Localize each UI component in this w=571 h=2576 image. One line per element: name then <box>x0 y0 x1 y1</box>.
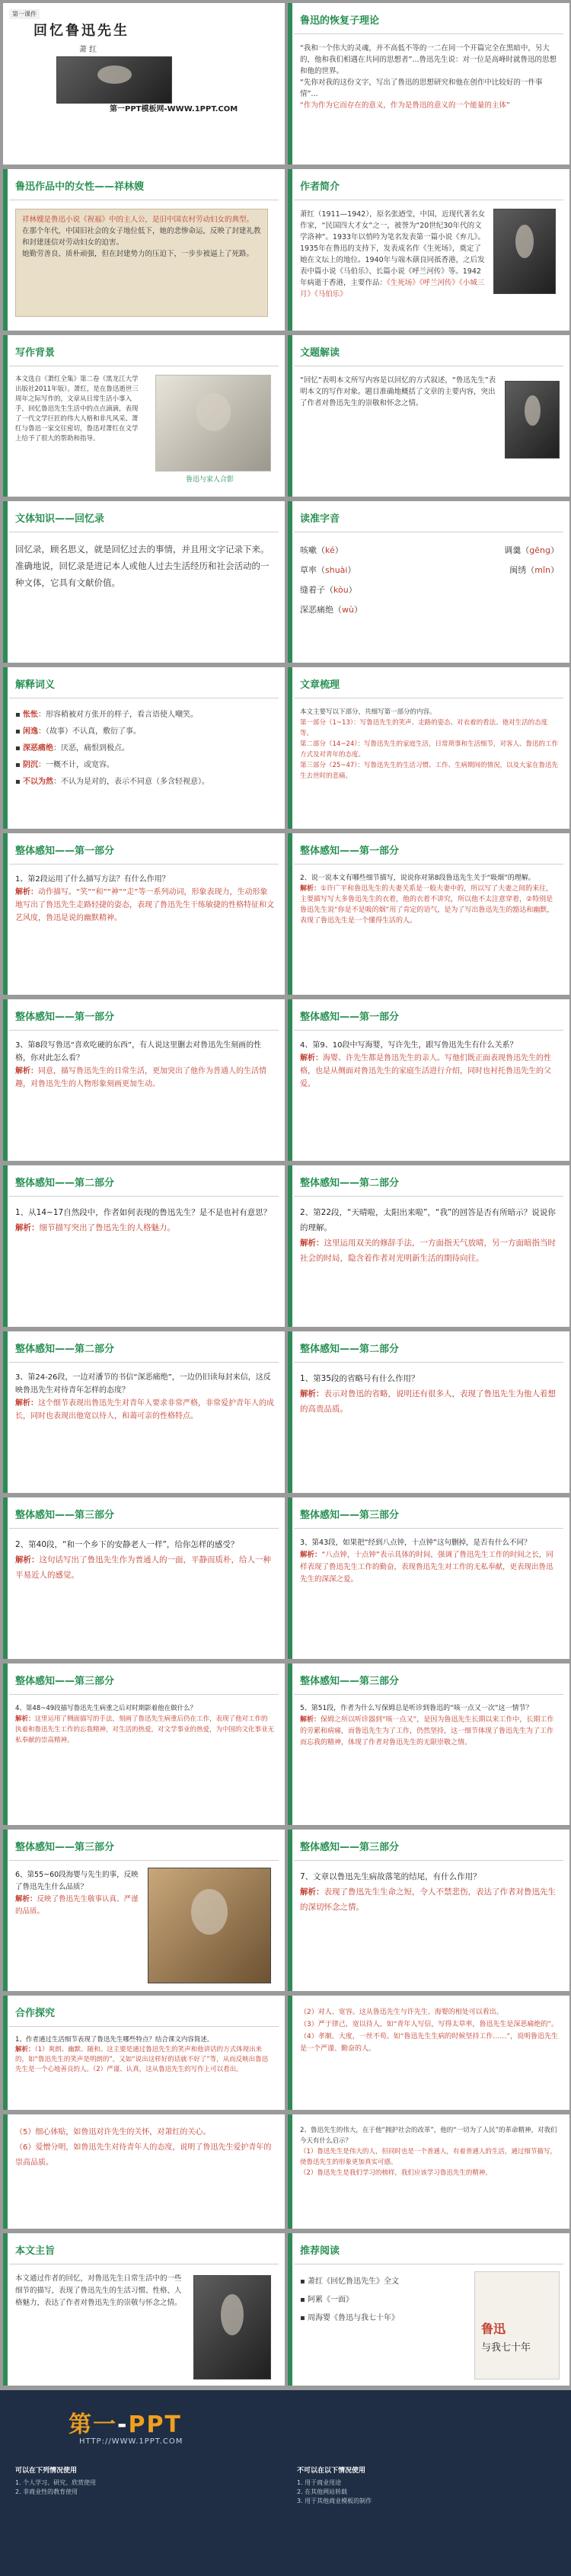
cover-site: 第一PPT模板网-WWW.1PPT.COM <box>110 105 238 113</box>
question: 3、第24-26段，一边对潘节的书信“深恶痛绝”，一边仍旧读每封来信，这反映鲁迅先生对待青年怎样的态度？ <box>15 1373 271 1395</box>
reading-item: 阿累《一面》 <box>307 2296 353 2304</box>
answer: 这句话写出了鲁迅先生作为普通人的一面，平静而质朴，给人一种平易近人的感觉。 <box>15 1555 271 1580</box>
slide-title: 整体感知——第二部分 <box>300 1344 400 1355</box>
slide-title: 整体感知——第一部分 <box>15 845 115 857</box>
slide-body: 本文通过作者的回忆，对鲁迅先生日常生活中的一些细节的描写，表现了鲁迅先生的生活习惯、性格、人格魅力，表达了作者对鲁迅先生的崇敬与怀念之情。 <box>15 2274 182 2307</box>
reading-item: 萧红《回忆鲁迅先生》全文 <box>307 2277 399 2286</box>
slide-title: 整体感知——第三部分 <box>15 1842 115 1853</box>
slide-qa-18: 整体感知——第二部分 1、第35段的省略号有什么作用？ 解析：表示对鲁迅的省略，说明还有很多人，表现了鲁迅先生为他人着想的高贵品质。 <box>288 1331 569 1493</box>
slide-qa-19: 整体感知——第三部分 2、第40段，“和一个乡下的安静老人一样”，给你怎样的感受？ 解析：这句话写出了鲁迅先生作为普通人的一面，平静而质朴，给人一种平易近人的感觉。 <box>3 1497 285 1659</box>
question: 1、第2段运用了什么描写方法？有什么作用？ <box>15 875 170 884</box>
slide-title: 解释词义 <box>15 679 56 691</box>
answer: 这里运用双关的修辞手法，一方面指天气放晴，另一方面暗指当时社会的时局，隐含着作者对光明新生活的期待向往。 <box>300 1238 556 1263</box>
answer: 海婴、许先生都是鲁迅先生的亲人。写他们既正面表现鲁迅先生的性格，也是从侧面对鲁迅先生的家庭生活进行介绍，同时也衬托鲁迅先生的父爱。 <box>300 1054 551 1088</box>
question: 1、从14~17自然段中，作者如何表现的鲁迅先生？是不是也衬有意思？ <box>15 1208 272 1217</box>
slide-author-intro <box>288 169 569 331</box>
cover-tag: 第一课件 <box>9 9 40 19</box>
slide-title: 整体感知——第三部分 <box>15 1510 115 1521</box>
illustration-photo <box>148 1868 271 1983</box>
slide-theme <box>3 2233 285 2386</box>
question: 2、说一说本文有哪些细节描写，说说你对第8段鲁迅先生关于“吸烟”的理解。 <box>300 874 535 882</box>
question: 2、第40段，“和一个乡下的安静老人一样”，给你怎样的感受？ <box>15 1540 239 1549</box>
slide-body: ▪ 怅怅：形容稍被对方张开的样子，看言语使人嘲笑。 ▪ 闲逸：（故事）不认真，敷衍了事。 ▪ 深恶痛绝：厌恶，痛恨到极点。 ▪ 阴沉：一概不计，或宽容。 ▪ 不以为然：不认为是对的，表示不同意（多含轻视意）。 <box>15 711 209 786</box>
slide-qa-17: 整体感知——第二部分 3、第24-26段，一边对潘节的书信“深恶痛绝”，一边仍旧读每封来信，这反映鲁迅先生对待青年怎样的态度？ 解析：这个细节表现出鲁迅先生对青年人要求非常严格，非常爱护青年人的成长，同时也表现出他宽以待人，和蔼可亲的性格特点。 <box>3 1331 285 1493</box>
slide-title: 整体感知——第一部分 <box>300 845 400 857</box>
slide-background <box>3 335 285 497</box>
slide-title: 文体知识——回忆录 <box>15 513 105 525</box>
slide-pronunciation <box>288 501 569 663</box>
answer: 动作描写。“笑”“和”“神”“走”等一系列动词，形象表现力，生动形象地写出了鲁迅先生走路轻捷的姿态，表现了鲁迅先生干练敏捷的性格特征和文艺风度，鲁迅是说的幽默精神。 <box>15 888 274 922</box>
slide-qa-24: 整体感知——第三部分 7、文章以鲁迅先生病故落笔的结尾，有什么作用？ 解析：表现了鲁迅先生生命之短，令人不禁悲伤，表达了作者对鲁迅先生的深切怀念之情。 <box>288 1830 569 1991</box>
footer-url[interactable]: HTTP://WWW.1PPT.COM <box>79 2437 183 2446</box>
site-footer <box>0 2390 571 2576</box>
slide-qa-15: 整体感知——第二部分 1、从14~17自然段中，作者如何表现的鲁迅先生？是不是也衬有意思？ 解析：细节描写突出了鲁迅先生的人格魅力。 <box>3 1165 285 1327</box>
slide-qa-20: 整体感知——第三部分 3、第43段，如果把“经到八点钟，十点钟”这句删掉，是否有什么不同？ 解析：“八点钟，十点钟”表示具体的时间，强调了鲁迅先生工作的时间之长，同样表现了鲁迅先生工作的勤奋，表现鲁迅先生对工作的无私奉献，更表现出鲁迅先生的深深之爱。 <box>288 1497 569 1659</box>
question: 2、第22段，“天晴啦，太阳出来啦”，“我”的回答是否有所暗示？说说你的理解。 <box>300 1208 556 1232</box>
slide-qa-12: 整体感知——第一部分 2、说一说本文有哪些细节描写，说说你对第8段鲁迅先生关于“吸烟”的理解。 解析：①许广平和鲁迅先生的夫妻关系是一般夫妻中的，所以写了夫妻之间的来往，主要描写写大多鲁迅先生的衣着，他的衣着不讲究，所以他不太注意穿着，②特别是鲁迅先生说“你是不是吸的烟”用了肯定的语气，是为了写出鲁迅先生的豁达和幽默，表现了鲁迅先生是一个懂得生活的人。 <box>288 833 569 995</box>
slide-xianglinsao <box>3 169 285 331</box>
question: 6、第55~60段海婴与先生的事，反映了鲁迅先生什么品质？ <box>15 1871 139 1891</box>
slide-body: 回忆录，顾名思义，就是回忆过去的事情，并且用文字记录下来。准确地说，回忆录是进记本人或他人过去生活经历和社会活动的一种文体，它具有文献价值。 <box>15 544 270 588</box>
forbidden-usage: 不可以在以下情况使用 1. 用于商业用途 2. 在其他网站转载 3. 用于其他商业模板的制作 <box>297 2467 372 2504</box>
answer: ①许广平和鲁迅先生的夫妻关系是一般夫妻中的，所以写了夫妻之间的来往，主要描写写大多鲁迅先生的衣着，他的衣着不讲究，所以他不太注意穿着，②特别是鲁迅先生说“你是不是吸的烟”用了肯定的语气，是为了写出鲁迅先生的豁达和幽默，表现了鲁迅先生是一个懂得生活的人。 <box>300 885 554 925</box>
slide-body: “回忆”表明本文所写内容是以回忆的方式叙述，“鲁迅先生”表明本文的写作对象。题目准确地概括了文章的主要内容，突出了作者对鲁迅先生的崇敬和怀念之情。 <box>300 376 496 407</box>
answer: 细节描写突出了鲁迅先生的人格魅力。 <box>39 1223 175 1232</box>
answer: 反映了鲁迅先生敬事认真、严谨的品质。 <box>15 1895 139 1916</box>
slide-body: “我和一个伟大的灵魂，并不高低不等的一二在同一个开篇完全在黑暗中，另大的，他和我们相遇在共同的思想者”...鲁迅先生说：对一位是高峰时就鲁迅的思想和他的世界。 “先你对我的这份文字，写出了鲁迅的思想研究和他在创作中比较好的一件事情”... “作为作为它而存在的意义，作为是鲁迅的意义的一个能量的主体” <box>300 44 557 110</box>
paper-panel: 祥林嫂是鲁迅小说《祝福》中的主人公，是旧中国农村劳动妇女的典型。 在那个年代，中国旧社会的女子地位低下，她的悲惨命运，反映了封建礼教和封建迷信对劳动妇女的迫害。 她勤劳善良、质朴顽强，但在封建势力的压迫下，一步步被逼上了死路。 <box>15 209 268 317</box>
slide-title-interpretation <box>288 335 569 497</box>
slide-genre <box>3 501 285 663</box>
slide-title: 作者简介 <box>300 181 340 193</box>
slide-title: 鲁迅的恢复子理论 <box>300 15 380 27</box>
question: 5、第51段，作者为什么写保姆总是听诊到鲁迅的“咳一点又一次”这一情节？ <box>300 1705 533 1712</box>
slide-body: 本文选自《萧红全集》第二卷（黑龙江大学出版社2011年版）。萧红，是在鲁迅逝世三周年之际写作的，文章从日常生活小事入手，回忆鲁迅先生生活中的点点滴滴，表现了一代文学巨匠的伟大人格和非凡风采。萧红与鲁迅一家交往密切，鲁迅对萧红在文学上给予了很大的帮助和指导。 <box>15 376 139 443</box>
slide-title: 整体感知——第一部分 <box>300 1012 400 1023</box>
standing-photo <box>193 2275 271 2379</box>
slide-title: 整体感知——第三部分 <box>300 1842 400 1853</box>
slide-title: 读准字音 <box>300 513 340 525</box>
slide-qa-21: 整体感知——第三部分 4、第48~49段描写鲁迅先生病重之后对时期影着他在做什么？ 解析：这里运用了侧面描写的手法，刻画了鲁迅先生病重后仍在工作，表现了他对工作的执着和鲁迅先生工作的忘我精神，对生活的热爱，对文学事业的热爱，为中国的文化事业无私奉献的崇高精神。 <box>3 1664 285 1825</box>
slide-cooperate-4: 2、鲁迅先生的伟大，在于他“拥护社会的改革”，他的“一切为了人民”的革命精神，对我们今天有什么启示？ （1）鲁迅先生是伟大的人，但同时也是一个普通人，有着普通人的生活，通过细节描写，使鲁迅先生的形象更加真实可感。 （2）鲁迅先生是我们学习的榜样，我们应该学习鲁迅先生的精神。 <box>288 2114 569 2229</box>
slide-structure <box>288 667 569 829</box>
slide-vocab <box>3 667 285 829</box>
slide-title: 整体感知——第三部分 <box>300 1510 400 1521</box>
footer-logo: 第一-PPT <box>69 2411 182 2438</box>
photo-caption: 鲁迅与家人合影 <box>186 476 234 484</box>
slide-body: 本文主要写以下部分，共细写第一部分的内容。 第一部分（1~13）：写鲁迅先生的笑声、走路的姿态、对衣着的看法、他对生活的态度等。 第二部分（14~24）：写鲁迅先生的家庭生活，日常琐事和生活细节，对客人、鲁迅的工作方式及对青年的态度。 第三部分（25~47）：写鲁迅先生的生活习惯、工作、生病期间的情况，以及大家在鲁迅先生去世时的悲痛。 <box>300 708 559 780</box>
slide-title: 本文主旨 <box>15 2245 56 2257</box>
answer: （1）爽朗、幽默、随和。这主要是通过鲁迅先生的笑声和他讲话的方式体现出来的，如“鲁迅先生的笑声是明朗的”，又如“说出这样好的话就不好了”等，从而反映出鲁迅先生是一个心地善良的人。（2）严谨、认真，这从鲁迅先生的写作上可以看出。 <box>15 2046 269 2073</box>
slide-qa-16: 整体感知——第二部分 2、第22段，“天晴啦，太阳出来啦”，“我”的回答是否有所暗示？说说你的理解。 解析：这里运用双关的修辞手法，一方面指天气放晴，另一方面暗指当时社会的时局，隐含着作者对光明新生活的期待向往。 <box>288 1165 569 1327</box>
slide-title: 整体感知——第三部分 <box>300 1676 400 1687</box>
slide-cover <box>3 3 285 165</box>
question: 4、第48~49段描写鲁迅先生病重之后对时期影着他在做什么？ <box>15 1705 197 1712</box>
question: 1、第35段的省略号有什么作用？ <box>300 1374 419 1383</box>
slide-title: 整体感知——第二部分 <box>15 1344 115 1355</box>
question: 3、第8段写鲁迅“喜欢吃硬的东西”，有人说这里删去对鲁迅先生刻画的性格，你对此怎么看？ <box>15 1041 262 1063</box>
slide-body: 萧红（1911—1942），原名张迺莹，中国，近现代著名女作家，“民国四大才女”之一，被誉为“20世纪30年代的文学洛神”。1933年以悄吟为笔名发表第一篇小说《弃儿》。1935年在鲁迅的支持下，发表成名作《生死场》，奠定了她在文坛上的地位。1940年与端木蕻良同抵香港，之后发表中篇小说《马伯乐》、长篇小说《呼兰河传》等。1942年病逝于香港，主要作品：《生死场》《呼兰河传》《小城三月》《马伯乐》 <box>300 210 486 299</box>
reading-item: 周海婴《鲁迅与我七十年》 <box>307 2314 399 2322</box>
question: 4、第9、10段中写海婴，写许先生，跟写鲁迅先生有什么关系？ <box>300 1041 518 1050</box>
slide-qa-23: 整体感知——第三部分 6、第55~60段海婴与先生的事，反映了鲁迅先生什么品质？ 解析：反映了鲁迅先生敬事认真、严谨的品质。 <box>3 1830 285 1991</box>
slide-body: 咳嗽（ké） 调羹（gēng） 草率（shuài） 闽绣（mǐn） 缝着子（kòu） 深恶痛绝（wù） <box>300 545 559 615</box>
answer: 这个细节表现出鲁迅先生对青年人要求非常严格，非常爱护青年人的成长，同时也表现出他宽以待人，和蔼可亲的性格特点。 <box>15 1399 274 1421</box>
slide-cooperate-3: （5）细心体贴，如鲁迅对许先生的关怀，对萧红的关心。 （6）爱憎分明，如鲁迅先生对待青年人的态度，说明了鲁迅先生爱护青年的崇高品质。 <box>3 2114 285 2229</box>
allowed-usage: 可以在下列情况使用 1. 个人学习、研究、欣赏使用 2. 非商业性的教育使用 <box>15 2467 97 2495</box>
slide-title: 整体感知——第二部分 <box>15 1178 115 1189</box>
slide-title: 鲁迅作品中的女性——祥林嫂 <box>15 181 145 193</box>
author-photo <box>493 209 556 294</box>
slide-reading <box>288 2233 569 2386</box>
cover-author: 萧 红 <box>79 46 97 54</box>
slide-title: 推荐阅读 <box>300 2245 340 2257</box>
slide-title: 合作探究 <box>15 2008 56 2019</box>
answer: 这里运用了侧面描写的手法，刻画了鲁迅先生病重后仍在工作，表现了他对工作的执着和鲁迅先生工作的忘我精神，对生活的热爱，对文学事业的热爱，为中国的文化事业无私奉献的崇高精神。 <box>15 1715 275 1744</box>
book-cover: 鲁迅 与我七十年 <box>474 2271 560 2379</box>
slide-cooperate-2: （2）对人、宽容。这从鲁迅先生与许先生、海婴的相处可以看出。 （3）严于律己，宽以待人，如“青年人写信，写得太草率，鲁迅先生是深恶痛绝的”。 （4）孝顺、大度，一丝不苟。如“鲁迅先生生病的时候坚持工作……”，说明鲁迅先生是一个严谨、勤奋的人。 <box>288 1996 569 2110</box>
family-photo <box>155 375 271 471</box>
answer: 表示对鲁迅的省略，说明还有很多人，表现了鲁迅先生为他人着想的高贵品质。 <box>300 1389 556 1414</box>
answer: 保姆之所以听诊器到“咳一点又”，是因为鲁迅先生长期以来工作中，长期工作的劳累和病痛，而鲁迅先生为了工作，仍然坚持，这一细节体现了鲁迅先生为了工作而忘我的精神，体现了作者对鲁迅先生的无限崇敬之情。 <box>300 1716 554 1747</box>
portrait-photo <box>56 56 172 104</box>
slide-theory <box>288 3 569 165</box>
slide-title: 整体感知——第一部分 <box>15 1012 115 1023</box>
slide-qa-13: 整体感知——第一部分 3、第8段写鲁迅“喜欢吃硬的东西”，有人说这里删去对鲁迅先生刻画的性格，你对此怎么看？ 解析：同意，描写鲁迅先生的日常生活，更加突出了他作为普通人的生活情趣，对鲁迅先生的人物形象刻画更加生动。 <box>3 999 285 1161</box>
luxun-photo <box>505 381 560 459</box>
question: 1、作者通过生活细节表现了鲁迅先生哪些特点？结合课文内容简述。 <box>15 2036 214 2044</box>
slide-title: 整体感知——第二部分 <box>300 1178 400 1189</box>
answer: 同意，描写鲁迅先生的日常生活，更加突出了他作为普通人的生活情趣，对鲁迅先生的人物形象刻画更加生动。 <box>15 1067 266 1088</box>
slide-title: 写作背景 <box>15 347 56 359</box>
slide-qa-14: 整体感知——第一部分 4、第9、10段中写海婴，写许先生，跟写鲁迅先生有什么关系？ 解析：海婴、许先生都是鲁迅先生的亲人。写他们既正面表现鲁迅先生的性格，也是从侧面对鲁迅先生的家庭生活进行介绍，同时也衬托鲁迅先生的父爱。 <box>288 999 569 1161</box>
question: 3、第43段，如果把“经到八点钟，十点钟”这句删掉，是否有什么不同？ <box>300 1539 531 1547</box>
question: 7、文章以鲁迅先生病故落笔的结尾，有什么作用？ <box>300 1872 481 1881</box>
reading-list: ▪ 萧红《回忆鲁迅先生》全文 ▪ 阿累《一面》 ▪ 周海婴《鲁迅与我七十年》 <box>300 2277 399 2322</box>
answer: “八点钟，十点钟”表示具体的时间，强调了鲁迅先生工作的时间之长，同样表现了鲁迅先生工作的勤奋，表现鲁迅先生对工作的无私奉献，更表现出鲁迅先生的深深之爱。 <box>300 1551 553 1584</box>
answer: 表现了鲁迅先生生命之短，令人不禁悲伤，表达了作者对鲁迅先生的深切怀念之情。 <box>300 1887 556 1912</box>
slide-cooperate: 合作探究 1、作者通过生活细节表现了鲁迅先生哪些特点？结合课文内容简述。 解析：（1）爽朗、幽默、随和。这主要是通过鲁迅先生的笑声和他讲话的方式体现出来的，如“鲁迅先生的笑声是明朗的”，又如“说出这样好的话就不好了”等，从而反映出鲁迅先生是一个心地善良的人。（2）严谨、认真，这从鲁迅先生的写作上可以看出。 <box>3 1996 285 2110</box>
slide-title: 文章梳理 <box>300 679 340 691</box>
cover-title: 回忆鲁迅先生 <box>33 23 129 39</box>
slide-title: 整体感知——第三部分 <box>15 1676 115 1687</box>
slide-qa-22: 整体感知——第三部分 5、第51段，作者为什么写保姆总是听诊到鲁迅的“咳一点又一次”这一情节？ 解析：保姆之所以听诊器到“咳一点又”，是因为鲁迅先生长期以来工作中，长期工作的劳累和病痛，而鲁迅先生为了工作，仍然坚持，这一细节体现了鲁迅先生为了工作而忘我的精神，体现了作者对鲁迅先生的无限崇敬之情。 <box>288 1664 569 1825</box>
slide-qa-11: 整体感知——第一部分 1、第2段运用了什么描写方法？有什么作用？ 解析：动作描写。“笑”“和”“神”“走”等一系列动词，形象表现力，生动形象地写出了鲁迅先生走路轻捷的姿态，表现了鲁迅先生干练敏捷的性格特征和文艺风度，鲁迅是说的幽默精神。 <box>3 833 285 995</box>
slide-title: 文题解读 <box>300 347 340 359</box>
